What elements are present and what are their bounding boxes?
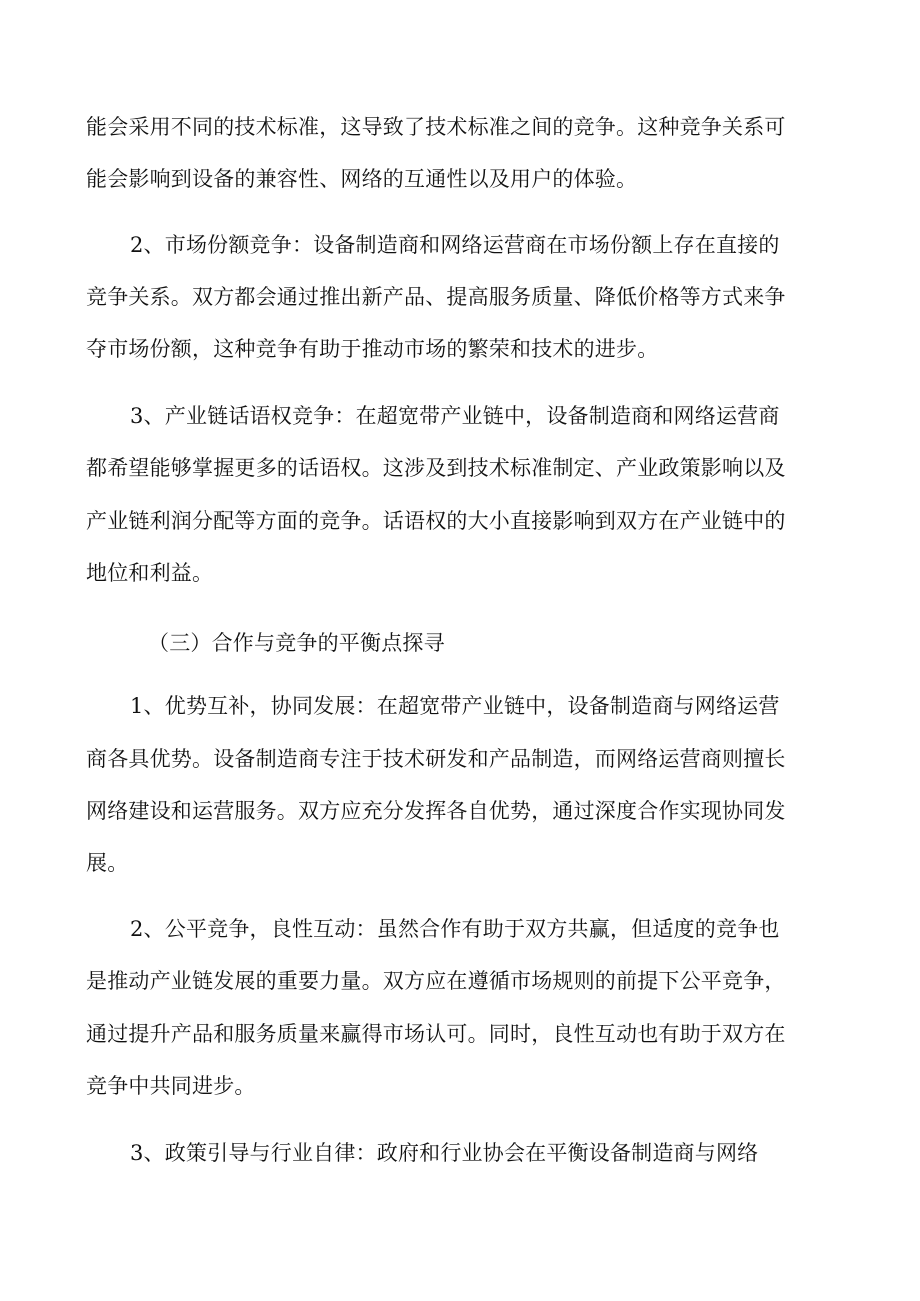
text-line: 竞争关系。双方都会通过推出新产品、提高服务质量、降低价格等方式来争 [86, 285, 786, 309]
text-line: 2、公平竞争，良性互动：虽然合作有助于双方共赢，但适度的竞争也 [130, 917, 780, 941]
text-line: 能会影响到设备的兼容性、网络的互通性以及用户的体验。 [86, 167, 638, 191]
text-line: 竞争中共同进步。 [86, 1074, 256, 1098]
text-line: 通过提升产品和服务质量来赢得市场认可。同时，良性互动也有助于双方在 [86, 1022, 786, 1046]
text-line: 地位和利益。 [86, 561, 214, 585]
text-line: 产业链利润分配等方面的竞争。话语权的大小直接影响到双方在产业链中的 [86, 509, 786, 533]
text-line: 是推动产业链发展的重要力量。双方应在遵循市场规则的前提下公平竞争， [86, 969, 786, 993]
heading-text: （三）合作与竞争的平衡点探寻 [148, 631, 445, 655]
text-line: 1、优势互补，协同发展：在超宽带产业链中，设备制造商与网络运营 [130, 694, 780, 718]
text-line: 3、政策引导与行业自律：政府和行业协会在平衡设备制造商与网络 [130, 1141, 759, 1165]
text-line: 商各具优势。设备制造商专注于技术研发和产品制造，而网络运营商则擅长 [86, 747, 786, 771]
text-line: 网络建设和运营服务。双方应充分发挥各自优势，通过深度合作实现协同发 [86, 799, 786, 823]
text-line: 2、市场份额竞争：设备制造商和网络运营商在市场份额上存在直接的 [130, 233, 780, 257]
text-line: 能会采用不同的技术标准，这导致了技术标准之间的竞争。这种竞争关系可 [86, 115, 786, 139]
text-line: 都希望能够掌握更多的话语权。这涉及到技术标准制定、产业政策影响以及 [86, 456, 786, 480]
text-line: 夺市场份额，这种竞争有助于推动市场的繁荣和技术的进步。 [86, 337, 659, 361]
text-line: 展。 [86, 851, 129, 875]
text-line: 3、产业链话语权竞争：在超宽带产业链中，设备制造商和网络运营商 [130, 404, 780, 428]
